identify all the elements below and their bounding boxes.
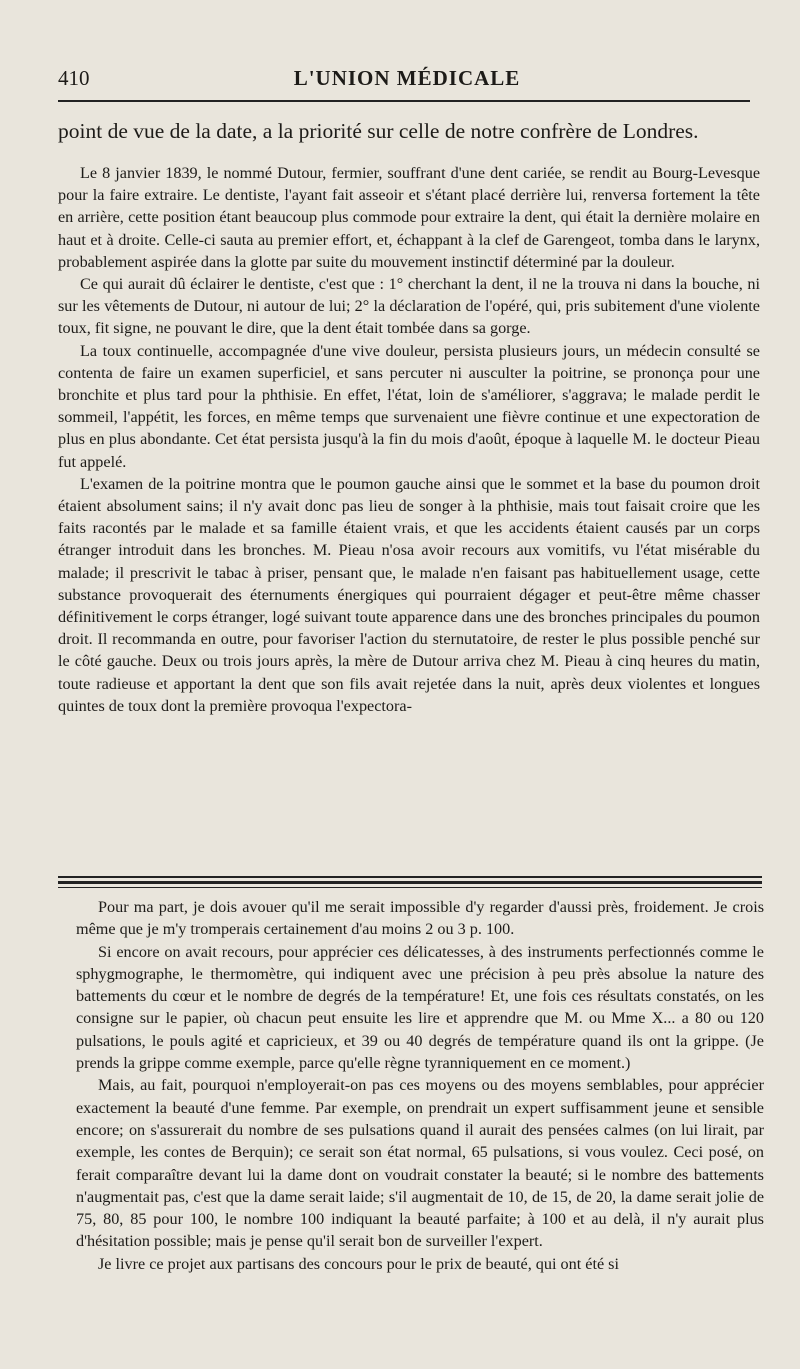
- page-number: 410: [58, 66, 90, 90]
- article-paragraph-1: Le 8 janvier 1839, le nommé Dutour, fermier, souffrant d'une dent cariée, se rendit au Bourg-Levesque pour la faire extraire. Le dentiste, l'ayant fait asseoir et s'étant placé derrière lui, renversa fortement la tête en arrière, cette position étant beaucoup plus commode pour extraire la dent, qui était la dernière molaire en haut et à droite. Celle-ci sauta au premier effort, et, échappant à la clef de Garengeot, tomba dans le larynx, probablement aspirée dans la glotte par suite du mouvement instinctif déterminé par la douleur.: [58, 164, 760, 271]
- feuilleton-paragraph-2: Si encore on avait recours, pour apprécier ces délicatesses, à des instruments perfectionnés comme le sphygmographe, le thermomètre, qui indiquent avec une précision à peu près absolue la nature des battements du cœur et le nombre de degrés de la température! Et, une fois ces résultats constatés, on les consigne sur le papier, où chacun peut ensuite les lire et apprendre que M. ou Mme X... a 80 ou 120 pulsations, le pouls agité et capricieux, et 39 ou 40 degrés de température quand ils ont la grippe. (Je prends la grippe comme exemple, parce qu'elle règne tyranniquement en ce moment.): [76, 942, 764, 1073]
- running-title: L'UNION MÉDICALE: [293, 66, 521, 90]
- lead-paragraph: point de vue de la date, a la priorité sur celle de notre confrère de Londres.: [58, 119, 699, 143]
- feuilleton-separator: [58, 876, 762, 890]
- article-paragraph-3: La toux continuelle, accompagnée d'une vive douleur, persista plusieurs jours, un médecin consulté se contenta de faire un examen superficiel, et sans percuter ni ausculter la poitrine, se prononça pour une bronchite et plus tard pour la phthisie. En effet, l'état, loin de s'améliorer, s'aggrava; le malade perdit le sommeil, l'appétit, les forces, en même temps que survenaient une fièvre continue et une expectoration de plus en plus abondante. Cet état persista jusqu'à la fin du mois d'août, époque à laquelle M. le docteur Pieau fut appelé.: [58, 341, 760, 471]
- feuilleton-paragraph-4: Je livre ce projet aux partisans des concours pour le prix de beauté, qui ont été si: [98, 1254, 619, 1273]
- main-article: [58, 117, 760, 717]
- article-paragraph-4: L'examen de la poitrine montra que le poumon gauche ainsi que le sommet et la base du poumon droit étaient absolument sains; il n'y avait donc pas lieu de songer à la phthisie, mais tout faisait croire que les faits racontés par le malade et sa famille étaient vrais, et que les accidents étaient causés par un corps étranger introduit dans les bronches. M. Pieau n'osa avoir recours aux vomitifs, vu l'état misérable du malade; il prescrivit le tabac à priser, pensant que, le malade n'en faisant pas habituellement usage, cette substance provoquerait des éternuments énergiques qui pourraient dégager et peut-être même chasser définitivement le corps étranger, logé suivant toute apparence dans une des bronches principales du poumon droit. Il recommanda en outre, pour favoriser l'action du sternutatoire, de rester le plus possible penché sur le côté gauche. Deux ou trois jours après, la mère de Dutour arriva chez M. Pieau à cinq heures du matin, toute radieuse et apportant la dent que son fils avait rejetée dans la nuit, après deux violentes et longues quintes de toux dont la première provoqua l'expectora-: [58, 474, 760, 715]
- article-paragraph-2: Ce qui aurait dû éclairer le dentiste, c'est que : 1° cherchant la dent, il ne la trouva ni dans la bouche, ni sur les vêtements de Dutour, ni autour de lui; 2° la déclaration de l'opéré, qui, pris subitement d'une violente toux, fit signe, ne pouvant le dire, que la dent était tombée dans sa gorge.: [58, 275, 760, 338]
- header-rule: [58, 100, 750, 102]
- feuilleton-paragraph-1: Pour ma part, je dois avouer qu'il me serait impossible d'y regarder d'aussi près, froidement. Je crois même que je m'y tromperais certainement d'au moins 2 ou 3 p. 100.: [76, 898, 764, 939]
- feuilleton-paragraph-3: Mais, au fait, pourquoi n'employerait-on pas ces moyens ou des moyens semblables, pour apprécier exactement la beauté d'une femme. Par exemple, on prendrait un expert suffisamment jeune et sensible encore; on s'assurerait du nombre de ses pulsations quand il aurait des pensées calmes (on lui lirait, par exemple, les contes de Berquin); ce serait son état normal, 65 pulsations, si vous voulez. Ceci posé, on ferait comparaître devant lui la dame dont on voudrait constater la beauté; si le nombre des battements n'augmentait pas, c'est que la dame serait laide; s'il augmentait de 10, de 15, de 20, la dame serait jolie de 75, 80, 85 pour 100, le nombre 100 indiquant la beauté parfaite; à 100 et au delà, il n'y aurait plus d'hésitation possible; mais je pense qu'il serait bon de surveiller l'expert.: [76, 1076, 764, 1251]
- page-header: [58, 66, 756, 96]
- feuilleton-section: [76, 896, 764, 1275]
